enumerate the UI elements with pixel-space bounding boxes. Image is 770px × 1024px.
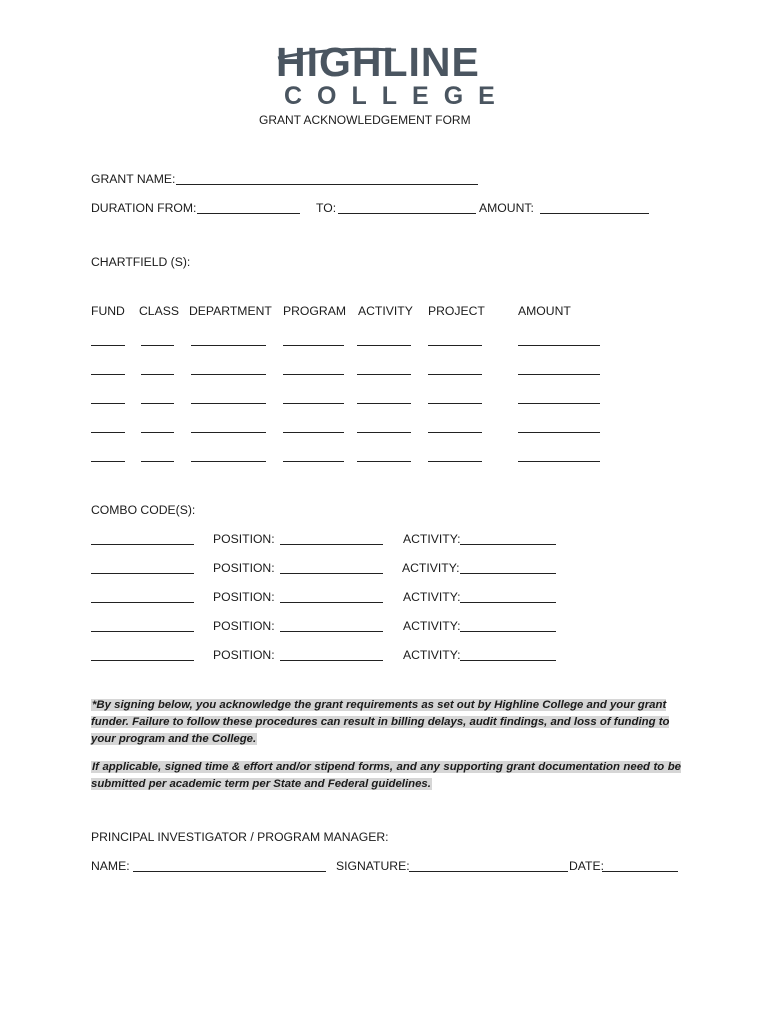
position-label: POSITION: [213, 619, 275, 633]
chartfield-label: CHARTFIELD (S): [91, 255, 191, 269]
name-field[interactable] [133, 870, 326, 872]
class-field[interactable] [141, 373, 174, 375]
combo-activity-field[interactable] [460, 572, 556, 574]
fund-field[interactable] [91, 373, 125, 375]
combo-activity-field[interactable] [460, 543, 556, 545]
signature-field[interactable] [409, 870, 568, 872]
col-fund: FUND [91, 304, 125, 318]
activity-field[interactable] [357, 431, 411, 433]
combo-code-field[interactable] [91, 630, 194, 632]
activity-label: ACTIVITY: [402, 561, 460, 575]
combo-code-field[interactable] [91, 572, 194, 574]
combo-code-field[interactable] [91, 601, 194, 603]
logo-line1: HIGHLINE [276, 39, 480, 85]
project-field[interactable] [428, 460, 482, 462]
combo-activity-field[interactable] [460, 601, 556, 603]
activity-label: ACTIVITY: [403, 532, 461, 546]
activity-field[interactable] [357, 402, 411, 404]
documentation-note [91, 759, 681, 793]
project-field[interactable] [428, 344, 482, 346]
class-field[interactable] [141, 402, 174, 404]
fund-field[interactable] [91, 431, 125, 433]
combo-activity-field[interactable] [460, 630, 556, 632]
position-field[interactable] [280, 601, 383, 603]
duration-to-field[interactable] [338, 212, 476, 214]
class-field[interactable] [141, 344, 174, 346]
documentation-note-text: If applicable, signed time & effort and/or stipend forms, and any supporting grant documentation need to be submitted per academic term per State and Federal guidelines. [91, 761, 681, 790]
activity-label: ACTIVITY: [403, 590, 461, 604]
combo-codes-label: COMBO CODE(S): [91, 503, 196, 517]
signature-label: SIGNATURE: [336, 859, 410, 873]
program-field[interactable] [283, 431, 344, 433]
duration-from-label: DURATION FROM: [91, 201, 197, 215]
department-field[interactable] [191, 431, 266, 433]
position-field[interactable] [280, 630, 383, 632]
col-activity: ACTIVITY [358, 304, 413, 318]
activity-field[interactable] [357, 460, 411, 462]
to-label: TO: [316, 201, 337, 215]
project-field[interactable] [428, 373, 482, 375]
date-label: DATE: [569, 859, 604, 873]
highline-college-logo [276, 39, 510, 110]
program-field[interactable] [283, 344, 344, 346]
name-label: NAME: [91, 859, 130, 873]
combo-code-field[interactable] [91, 659, 194, 661]
amount-row-field[interactable] [518, 460, 600, 462]
position-field[interactable] [280, 543, 383, 545]
logo-line2: COLLEGE [284, 82, 510, 110]
acknowledgement-note-text: *By signing below, you acknowledge the grant requirements as set out by Highline College and your grant funder. Failure to follow these procedures can result in billing delays, audit findings, and loss of funding to your program and the College. [91, 699, 670, 745]
position-label: POSITION: [213, 590, 275, 604]
pi-label: PRINCIPAL INVESTIGATOR / PROGRAM MANAGER: [91, 830, 389, 844]
activity-label: ACTIVITY: [403, 648, 461, 662]
amount-label: AMOUNT: [479, 201, 534, 215]
project-field[interactable] [428, 402, 482, 404]
position-label: POSITION: [213, 532, 275, 546]
form-title: GRANT ACKNOWLEDGEMENT FORM [259, 113, 471, 127]
class-field[interactable] [141, 431, 174, 433]
acknowledgement-note [91, 697, 681, 748]
department-field[interactable] [191, 373, 266, 375]
activity-field[interactable] [357, 344, 411, 346]
program-field[interactable] [283, 373, 344, 375]
position-label: POSITION: [213, 648, 275, 662]
amount-row-field[interactable] [518, 431, 600, 433]
grant-name-label: GRANT NAME: [91, 172, 176, 186]
amount-row-field[interactable] [518, 344, 600, 346]
fund-field[interactable] [91, 402, 125, 404]
position-field[interactable] [280, 659, 383, 661]
activity-label: ACTIVITY: [403, 619, 461, 633]
col-project: PROJECT [428, 304, 485, 318]
col-amount: AMOUNT [518, 304, 571, 318]
class-field[interactable] [141, 460, 174, 462]
program-field[interactable] [283, 460, 344, 462]
amount-row-field[interactable] [518, 402, 600, 404]
combo-code-field[interactable] [91, 543, 194, 545]
combo-activity-field[interactable] [460, 659, 556, 661]
department-field[interactable] [191, 460, 266, 462]
fund-field[interactable] [91, 460, 125, 462]
date-field[interactable] [602, 870, 678, 872]
department-field[interactable] [191, 344, 266, 346]
col-department: DEPARTMENT [189, 304, 272, 318]
program-field[interactable] [283, 402, 344, 404]
grant-name-field[interactable] [176, 183, 478, 185]
project-field[interactable] [428, 431, 482, 433]
amount-field[interactable] [540, 212, 649, 214]
fund-field[interactable] [91, 344, 125, 346]
position-label: POSITION: [213, 561, 275, 575]
department-field[interactable] [191, 402, 266, 404]
col-program: PROGRAM [283, 304, 346, 318]
duration-from-field[interactable] [197, 212, 300, 214]
amount-row-field[interactable] [518, 373, 600, 375]
activity-field[interactable] [357, 373, 411, 375]
col-class: CLASS [139, 304, 179, 318]
position-field[interactable] [280, 572, 383, 574]
